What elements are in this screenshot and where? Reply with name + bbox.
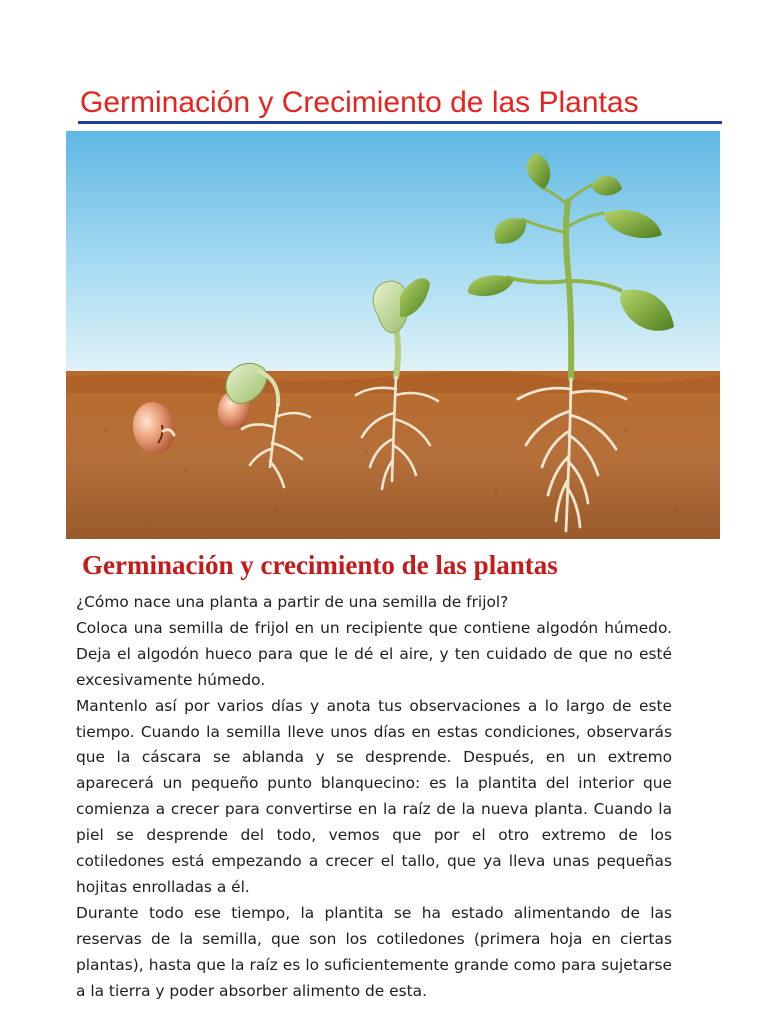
body-question: ¿Cómo nace una planta a partir de una semilla de frijol? (76, 593, 509, 611)
body-paragraph-2: Mantenlo así por varios días y anota tus observaciones a lo largo de este tiempo. Cuando la semilla lleve unos días en estas condiciones, observarás que la cáscara se ablanda y se desprende. Después, en un extremo aparecerá un pequeño punto blanquecino: es la plantita del interior que comienza a crecer para convertirse en la raíz de la nueva planta. Cuando la piel se desprende del todo, vemos que por el otro extremo de los cotiledones está empezando a crecer el tallo, que ya lleva unas pequeñas hojitas enrolladas a él. (76, 696, 672, 896)
sky (66, 131, 720, 381)
title-underline (78, 121, 722, 124)
body-paragraph-3: Durante todo ese tiempo, la plantita se ha estado alimentando de las reservas de la semilla, que son los cotiledones (primera hoja en ciertas plantas), hasta que la raíz es lo suficientemente grande como para sujetarse a la tierra y poder absorber alimento de esta. (76, 903, 672, 1000)
body-paragraph-1: Coloca una semilla de frijol en un recipiente que contiene algodón húmedo. Deja el algodón hueco para que le dé el aire, y ten cuidado de que no esté excesivamente húmedo. (76, 618, 672, 689)
germination-illustration (66, 131, 720, 539)
body-text (76, 590, 672, 1005)
section-heading: Germinación y crecimiento de las plantas (82, 550, 558, 580)
page-title: Germinación y Crecimiento de las Plantas (80, 86, 639, 119)
